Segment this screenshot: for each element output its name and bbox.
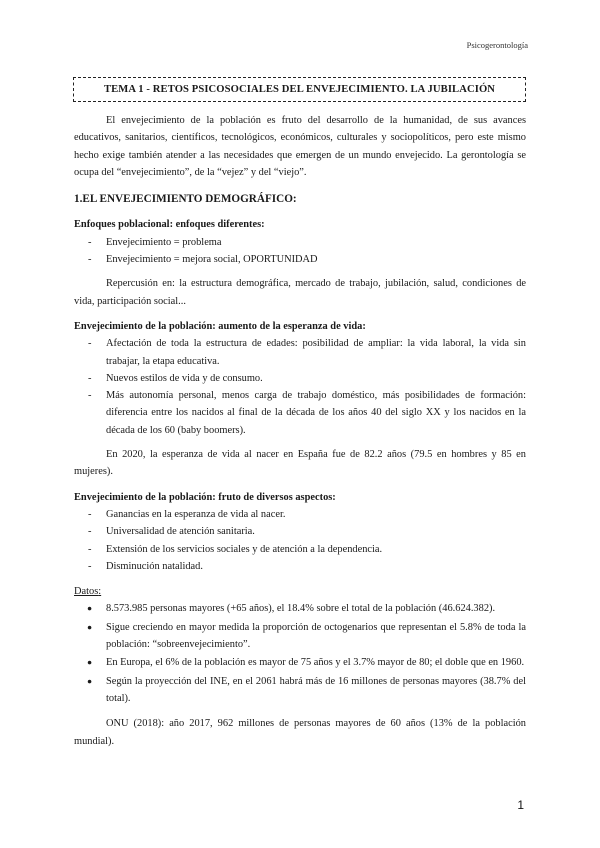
datos-colon: :: [98, 586, 102, 598]
running-header: Psicogerontología: [466, 40, 528, 50]
onu-paragraph: ONU (2018): año 2017, 962 millones de personas mayores de 60 años (13% de la población mundial).: [74, 718, 526, 747]
list-item: ● En Europa, el 6% de la población es mayor de 75 años y el 3.7% mayor de 80; el doble que en 1960.: [74, 654, 526, 671]
esperanza-paragraph: En 2020, la esperanza de vida al nacer en España fue de 82.2 años (79.5 en hombres y 85 en mujeres).: [74, 449, 526, 478]
list-item: - Disminución natalidad.: [74, 558, 526, 575]
intro-paragraph: El envejecimiento de la población es fruto del desarrollo de la humanidad, de sus avances educativos, sanitarios, científicos, tecnológicos, económicos, culturales y sociopolíticos, pero este mismo hecho exige también atender a las necesidades que emergen de un mundo envejecido. La gerontología se ocupa del “envejecimiento”, de la “vejez” y del “viejo”.: [74, 115, 526, 178]
list-item: - Más autonomía personal, menos carga de trabajo doméstico, más posibilidades de formación: diferencia entre los nacidos al final de la década de los años 40 del siglo XX y los nacidos en la década de los 60 (baby boomers).: [74, 387, 526, 439]
list-item: ● Sigue creciendo en mayor medida la proporción de octogenarios que representan el 5.8% de toda la población: “sobreenvejecimiento”.: [74, 619, 526, 654]
subheading-esperanza: Envejecimiento de la población: aumento de la esperanza de vida:: [74, 320, 366, 332]
list-item: - Nuevos estilos de vida y de consumo.: [74, 370, 526, 387]
chapter-title-text: TEMA 1 - RETOS PSICOSOCIALES DEL ENVEJECIMIENTO. LA JUBILACIÓN: [103, 84, 496, 95]
subheading-enfoques: Enfoques poblacional: enfoques diferentes:: [74, 219, 265, 231]
datos-label-line: [74, 583, 526, 600]
aspectos-list: [74, 506, 526, 575]
page-number: 1: [517, 798, 524, 812]
list-item: - Universalidad de atención sanitaria.: [74, 523, 526, 540]
document-body: [74, 112, 526, 750]
enfoques-list: [74, 234, 526, 269]
list-item: - Afectación de toda la estructura de edades: posibilidad de ampliar: la vida laboral, la vida sin trabajar, la etapa educativa.: [74, 335, 526, 370]
list-item: - Envejecimiento = problema: [74, 234, 526, 251]
datos-label: Datos: [74, 586, 99, 598]
chapter-title: [73, 77, 526, 102]
subheading-aspectos: Envejecimiento de la población: fruto de diversos aspectos:: [74, 491, 336, 503]
repercusion-paragraph: Repercusión en: la estructura demográfica, mercado de trabajo, jubilación, salud, condiciones de vida, participación social...: [74, 278, 526, 307]
list-item: ● 8.573.985 personas mayores (+65 años), el 18.4% sobre el total de la población (46.624.382).: [74, 600, 526, 617]
section-heading: 1.EL ENVEJECIMIENTO DEMOGRÁFICO:: [74, 193, 297, 206]
list-item: - Extensión de los servicios sociales y de atención a la dependencia.: [74, 541, 526, 558]
datos-list: [74, 600, 526, 707]
list-item: - Ganancias en la esperanza de vida al nacer.: [74, 506, 526, 523]
list-item: - Envejecimiento = mejora social, OPORTUNIDAD: [74, 251, 526, 268]
esperanza-list: [74, 335, 526, 439]
list-item: ● Según la proyección del INE, en el 2061 habrá más de 16 millones de personas mayores (38.7% del total).: [74, 673, 526, 708]
